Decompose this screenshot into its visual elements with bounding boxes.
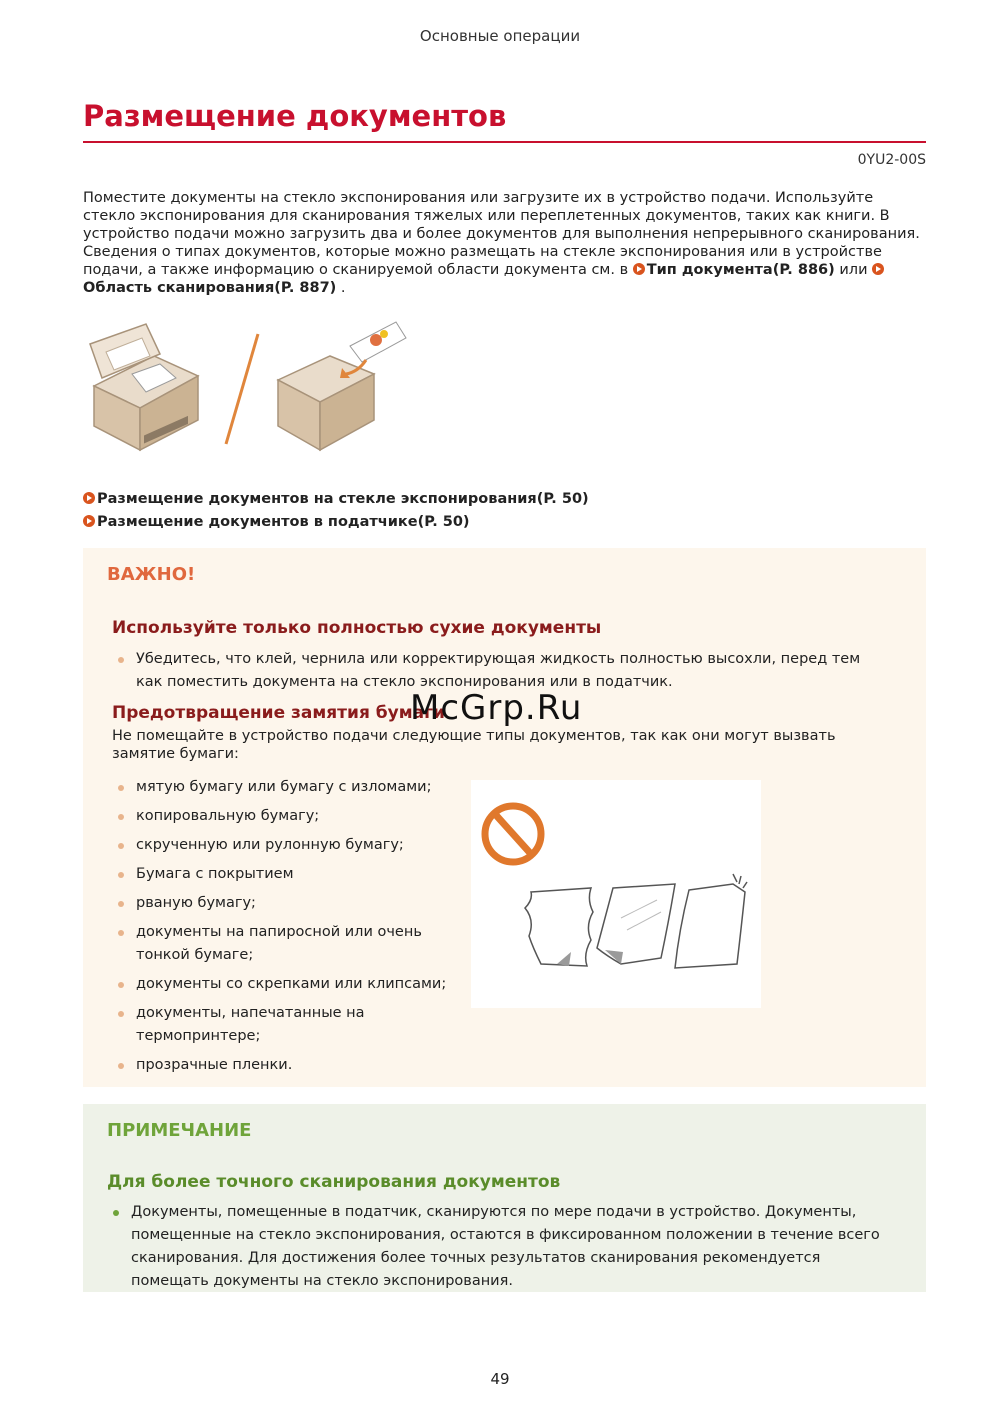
running-header: Основные операции xyxy=(419,27,581,45)
title-rule xyxy=(83,141,926,143)
section-links xyxy=(83,488,589,534)
paper-types-list xyxy=(112,776,452,1083)
paper-jam-text: Не помещайте в устройство подачи следующие типы документов, так как они могут вызвать замятие бумаги: xyxy=(112,728,836,762)
list-item: мятую бумагу или бумагу с изломами; xyxy=(112,776,452,799)
prohibited-paper-illustration xyxy=(471,780,761,1008)
page-title: Размещение документов xyxy=(83,99,507,133)
page-number: 49 xyxy=(490,1370,510,1388)
important-box xyxy=(83,548,926,1087)
link-scan-area[interactable]: Область сканирования(P. 887) xyxy=(83,280,337,296)
list-item: документы со скрепками или клипсами; xyxy=(112,973,452,996)
torn-paper-icon xyxy=(675,874,747,968)
link-glass-label: Размещение документов на стекле экспонирования(P. 50) xyxy=(97,491,589,507)
glossy-paper-icon xyxy=(597,884,675,964)
link-feeder-label: Размещение документов в податчике(P. 50) xyxy=(97,514,470,530)
list-item: Убедитесь, что клей, чернила или корректирующая жидкость полностью высохли, перед тем как поместить документа на стекло экспонирования или в податчик. xyxy=(112,648,872,694)
link-arrow-icon xyxy=(83,515,95,527)
intro-end: . xyxy=(340,280,346,296)
note-item xyxy=(107,1201,897,1293)
list-item: Бумага с покрытием xyxy=(112,863,452,886)
intro-or: или xyxy=(839,262,868,278)
scanner-illustration xyxy=(80,316,420,456)
list-item: рваную бумагу; xyxy=(112,892,452,915)
prohibited-icon xyxy=(485,806,541,862)
note-heading: Для более точного сканирования документов xyxy=(107,1172,561,1192)
watermark: McGrp.Ru xyxy=(410,688,583,728)
list-item: копировальную бумагу; xyxy=(112,805,452,828)
link-glass-placement[interactable] xyxy=(83,488,589,511)
paper-jam-heading: Предотвращение замятия бумаги xyxy=(112,703,445,723)
important-label: ВАЖНО! xyxy=(107,564,196,585)
intro-text: Поместите документы на стекло экспонирования или загрузите их в устройство подачи. Используйте стекло экспонирования для сканирования тяжелых или переплетенных документов, таких как книги. В устройство подачи можно загрузить два и более документов для выполнения непрерывного сканирования. Сведения о типах документов, которые можно размещать на стекле экспонирования или в устройстве подачи, а также информацию о сканируемой области документа см. в xyxy=(83,190,920,278)
feeder-scanner-icon xyxy=(278,322,406,450)
link-arrow-icon xyxy=(83,492,95,504)
list-item: скрученную или рулонную бумагу; xyxy=(112,834,452,857)
link-arrow-icon xyxy=(872,263,884,275)
dry-documents-heading: Используйте только полностью сухие документы xyxy=(112,618,602,638)
list-item: Документы, помещенные в податчик, сканируются по мере подачи в устройство. Документы, помещенные на стекло экспонирования, остаются в фиксированном положении в течение всего сканирования. Для достижения более точных результатов сканирования рекомендуется помещать документы на стекло экспонирования. xyxy=(107,1201,897,1293)
document-code: 0YU2-00S xyxy=(857,152,926,168)
list-item: документы, напечатанные на термопринтере; xyxy=(112,1002,452,1048)
link-document-type[interactable]: Тип документа(P. 886) xyxy=(646,262,835,278)
note-label: ПРИМЕЧАНИЕ xyxy=(107,1120,252,1141)
note-box xyxy=(83,1104,926,1292)
link-arrow-icon xyxy=(633,263,645,275)
list-item: документы на папиросной или очень тонкой бумаге; xyxy=(112,921,452,967)
intro-paragraph xyxy=(83,189,926,297)
wrinkled-paper-icon xyxy=(525,888,593,966)
list-item: прозрачные пленки. xyxy=(112,1054,452,1077)
platen-scanner-icon xyxy=(90,324,198,450)
link-feeder-placement[interactable] xyxy=(83,511,589,534)
